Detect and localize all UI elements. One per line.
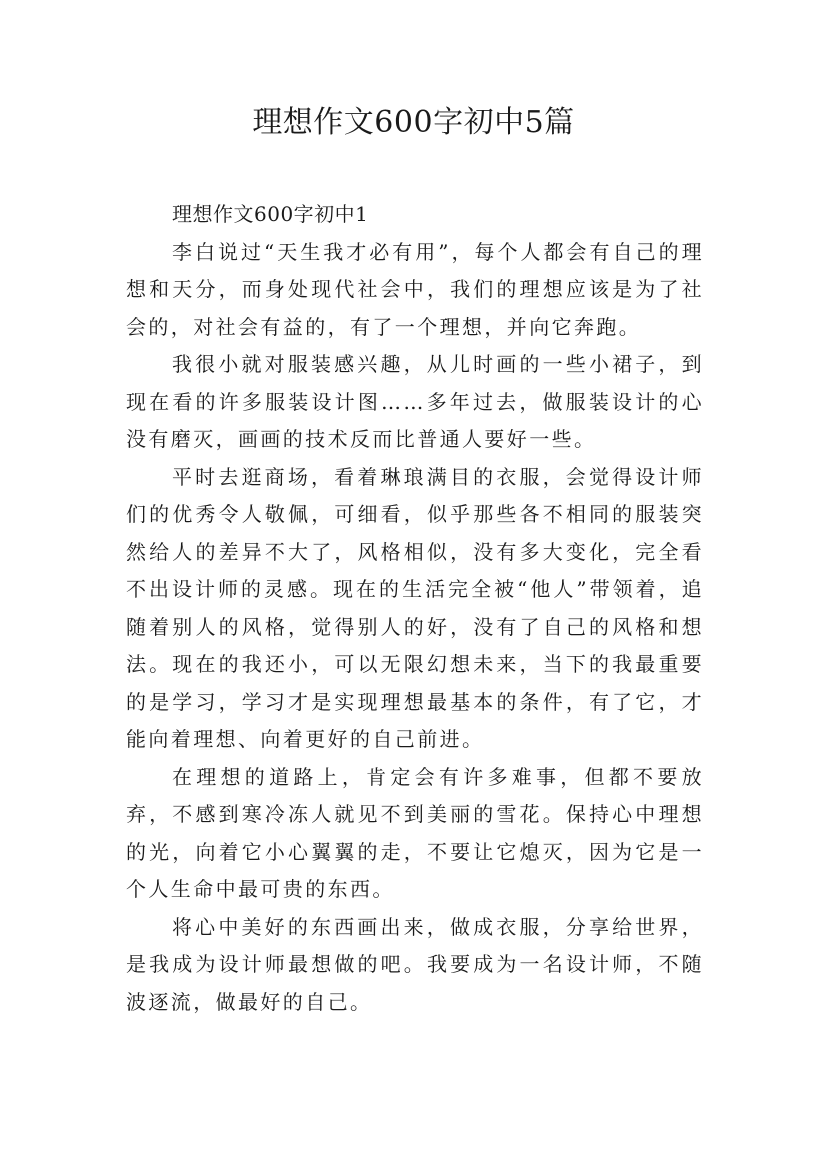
section-title: 理想作文600字初中1 (172, 202, 369, 226)
document-body (126, 196, 704, 1021)
paragraph-4: 在理想的道路上，肯定会有许多难事，但都不要放弃，不感到寒冷冻人就见不到美丽的雪花。保持心中理想的光，向着它小心翼翼的走，不要让它熄灭，因为它是一个人生命中最可贵的东西。 (126, 764, 704, 901)
paragraph-3: 平时去逛商场，看着琳琅满目的衣服，会觉得设计师们的优秀令人敬佩，可细看，似乎那些各不相同的服装突然给人的差异不大了，风格相似，没有多大变化，完全看不出设计师的灵感。现在的生活完全被“他人”带领着，追随着别人的风格，觉得别人的好，没有了自己的风格和想法。现在的我还小，可以无限幻想未来，当下的我最重要的是学习，学习才是实现理想最基本的条件，有了它，才能向着理想、向着更好的自己前进。 (126, 464, 704, 751)
paragraph-2: 我很小就对服装感兴趣，从儿时画的一些小裙子，到现在看的许多服装设计图……多年过去，做服装设计的心没有磨灭，画画的技术反而比普通人要好一些。 (126, 352, 704, 451)
paragraph-1: 李白说过“天生我才必有用”，每个人都会有自己的理想和天分，而身处现代社会中，我们的理想应该是为了社会的，对社会有益的，有了一个理想，并向它奔跑。 (126, 239, 704, 339)
document-title: 理想作文600字初中5篇 (252, 105, 575, 140)
paragraph-5: 将心中美好的东西画出来，做成衣服，分享给世界，是我成为设计师最想做的吧。我要成为一名设计师，不随波逐流，做最好的自己。 (126, 914, 704, 1014)
